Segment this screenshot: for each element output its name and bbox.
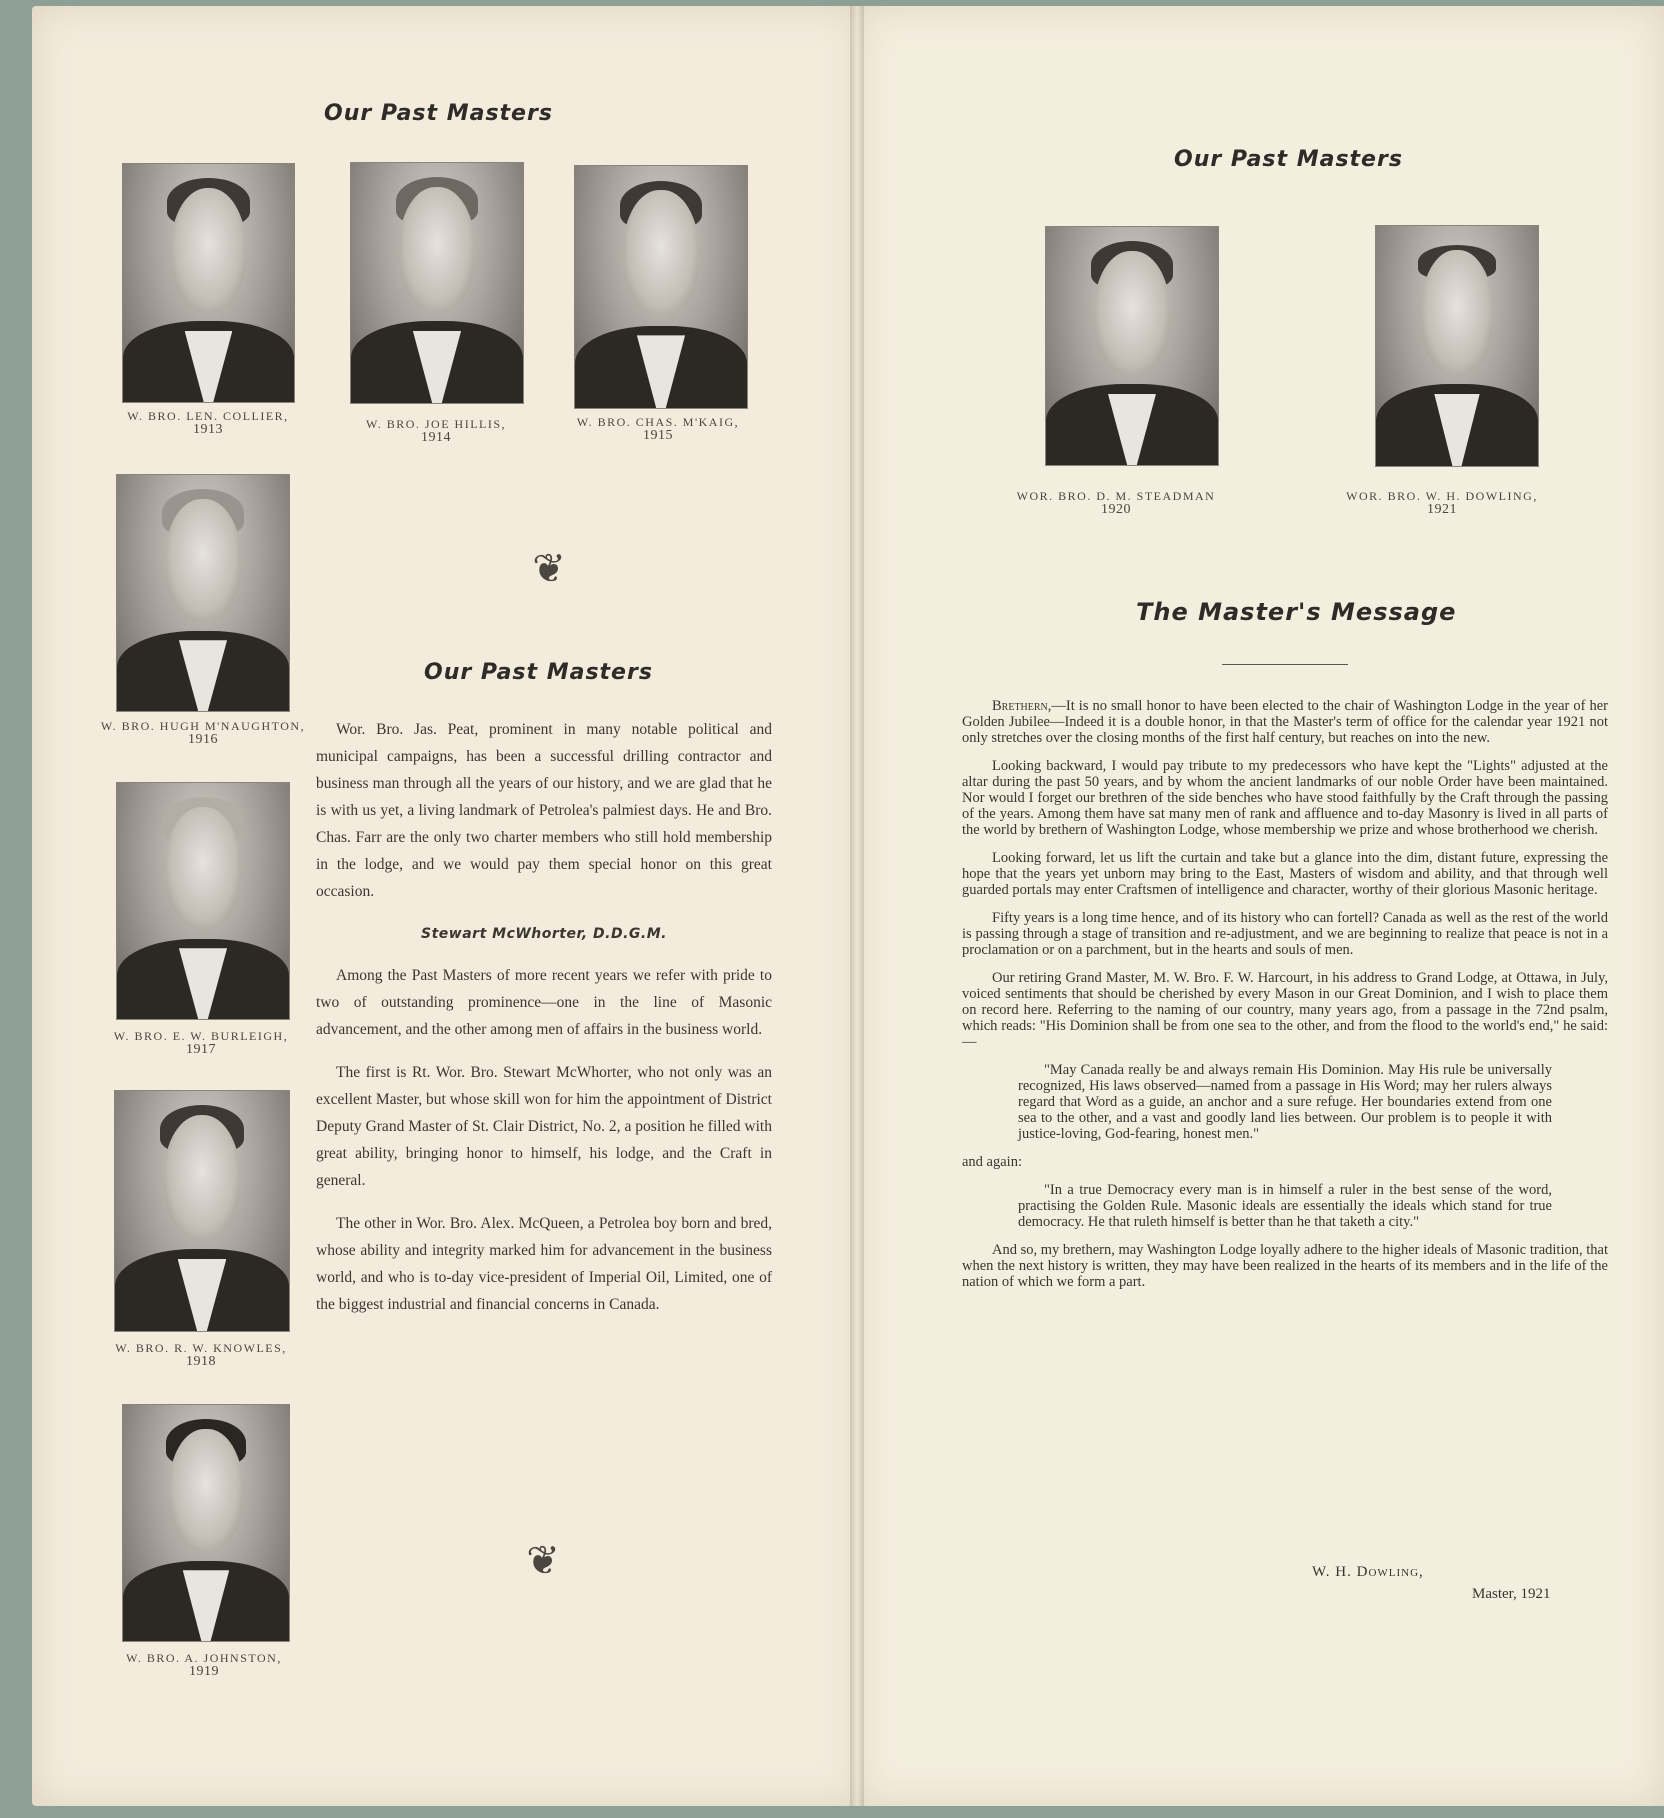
harcourt-quote-1: "May Canada really be and always remain His Dominion. May His rule be universally recognized, His laws observed—named from a passage in His Word; may her rulers always regard that Word as a guide, an anchor and a sure refuge. Her boundaries extend from one sea to the other, and a vast and goodly land lies between. Our problem is to people it with justice-loving, God-fearing, honest men." [1018,1062,1552,1142]
caption-mkaig: W. BRO. CHAS. M'KAIG, 1915 [576,415,740,443]
caption-burleigh: W. BRO. E. W. BURLEIGH, 1917 [113,1029,289,1057]
signature-name: W. H. Dowling, [1312,1564,1424,1580]
message-paragraph-5: Our retiring Grand Master, M. W. Bro. F. W. Harcourt, in his address to Grand Lodge, at Ottawa, in July, voiced sentiments that should be cherished by every Mason in our Great Dominion, and I wish to place them on record here. Referring to the naming of our country, many years ago, from a passage in the 72nd psalm, which reads: "His Dominion shall be from one sea to the other, and from the flood to the world's end," he said:— [962,970,1608,1050]
left-top-heading: Our Past Masters [324,101,553,126]
leaf-ornament-icon: ❦ [532,546,566,591]
mcwhorter-subheading: Stewart McWhorter, D.D.G.M. [421,926,667,942]
caption-johnston: W. BRO. A. JOHNSTON, 1919 [126,1651,282,1679]
signature-title: Master, 1921 [1472,1586,1551,1602]
portrait-collier [122,163,295,403]
portrait-steadman [1045,226,1219,466]
and-again-text: and again: [962,1154,1022,1170]
caption-knowles: W. BRO. R. W. KNOWLES, 1918 [115,1341,287,1369]
caption-mnaughton: W. BRO. HUGH M'NAUGHTON, 1916 [100,719,306,747]
right-top-heading: Our Past Masters [1174,147,1403,172]
past-masters-text [316,716,772,1334]
message-paragraph-4: Fifty years is a long time hence, and of its history who can fortell? Canada as well as the rest of the world is passing through a stage of transition and re-adjustment, and we are beginning to realize that peace is not in a proclamation or on a parchment, but in the hearts and souls of men. [962,910,1608,958]
message-paragraph-1: Brethern,—It is no small honor to have been elected to the chair of Washington Lodge in the year of her Golden Jubilee—Indeed it is a double honor, in that the Master's term of office for the calendar year 1921 not only stretches over the closing months of the first half century, but reaches on into the new. [962,698,1608,746]
portrait-dowling [1375,225,1539,467]
left-mid-heading: Our Past Masters [424,660,653,685]
message-paragraph-6: And so, my brethern, may Washington Lodge loyally adhere to the higher ideals of Masonic tradition, that when the next history is written, they may have been realized in the hearts of its members and in the life of the nation of which we form a part. [962,1242,1608,1290]
title-rule [1222,664,1348,665]
message-paragraph-2: Looking backward, I would pay tribute to my predecessors who have kept the "Lights" adjusted at the altar during the past 50 years, and by whom the ancient landmarks of our noble Order have been maintained. Nor would I forget our brethren of the side benches who have stood faithfully by the Craft through the passing of the years. Among them have sat many men of rank and affluence and to-day Masonry is lived in all parts of the world by brethern of Washington Lodge, whose membership we prize and whose brotherhood we cherish. [962,758,1608,838]
masters-message-title: The Master's Message [1136,598,1457,626]
portrait-mnaughton [116,474,290,712]
peat-paragraph: Wor. Bro. Jas. Peat, prominent in many notable political and municipal campaigns, has been a successful drilling contractor and business man through all the years of our history, and we are glad that he is with us yet, a living landmark of Petrolea's palmiest days. He and Bro. Chas. Farr are the only two charter members who still hold membership in the lodge, and we would pay them special honor on this great occasion. [316,721,772,900]
leaf-ornament-bottom-icon: ❦ [526,1538,560,1583]
recent-masters-paragraph: Among the Past Masters of more recent years we refer with pride to two of outstanding prominence—one in the line of Masonic advancement, and the other among men of affairs in the business world. [316,967,772,1038]
mcwhorter-paragraph: The first is Rt. Wor. Bro. Stewart McWhorter, who not only was an excellent Master, but whose skill won for him the appointment of District Deputy Grand Master of St. Clair District, No. 2, a position he filled with great ability, bringing honor to himself, his lodge, and the Craft in general. [316,1064,772,1189]
message-paragraph-3: Looking forward, let us lift the curtain and take but a glance into the dim, distant future, expressing the hope that the years yet unborn may bring to the East, Masters of wisdom and ability, and that through well guarded portals may enter Craftsmen of intelligence and character, worthy of their glorious Masonic heritage. [962,850,1608,898]
harcourt-quote-2: "In a true Democracy every man is in himself a ruler in the best sense of the word, practising the Golden Rule. Masonic ideals are essentially the ideals which stand for true democracy. He that ruleth himself is better than he that taketh a city." [1018,1182,1552,1230]
caption-hillis: W. BRO. JOE HILLIS, 1914 [365,417,507,445]
caption-collier: W. BRO. LEN. COLLIER, 1913 [127,409,289,437]
portrait-knowles [114,1090,290,1332]
portrait-mkaig [574,165,748,409]
mcqueen-paragraph: The other in Wor. Bro. Alex. McQueen, a Petrolea boy born and bred, whose ability and integrity marked him for advancement in the business world, and who is to-day vice-president of Imperial Oil, Limited, one of the biggest industrial and financial concerns in Canada. [316,1215,772,1313]
portrait-burleigh [116,782,290,1020]
caption-steadman: WOR. BRO. D. M. STEADMAN 1920 [1016,489,1216,517]
book-gutter [850,6,864,1806]
caption-dowling: WOR. BRO. W. H. DOWLING, 1921 [1346,489,1538,517]
portrait-hillis [350,162,524,404]
masters-message-body [962,698,1608,1302]
portrait-johnston [122,1404,290,1642]
